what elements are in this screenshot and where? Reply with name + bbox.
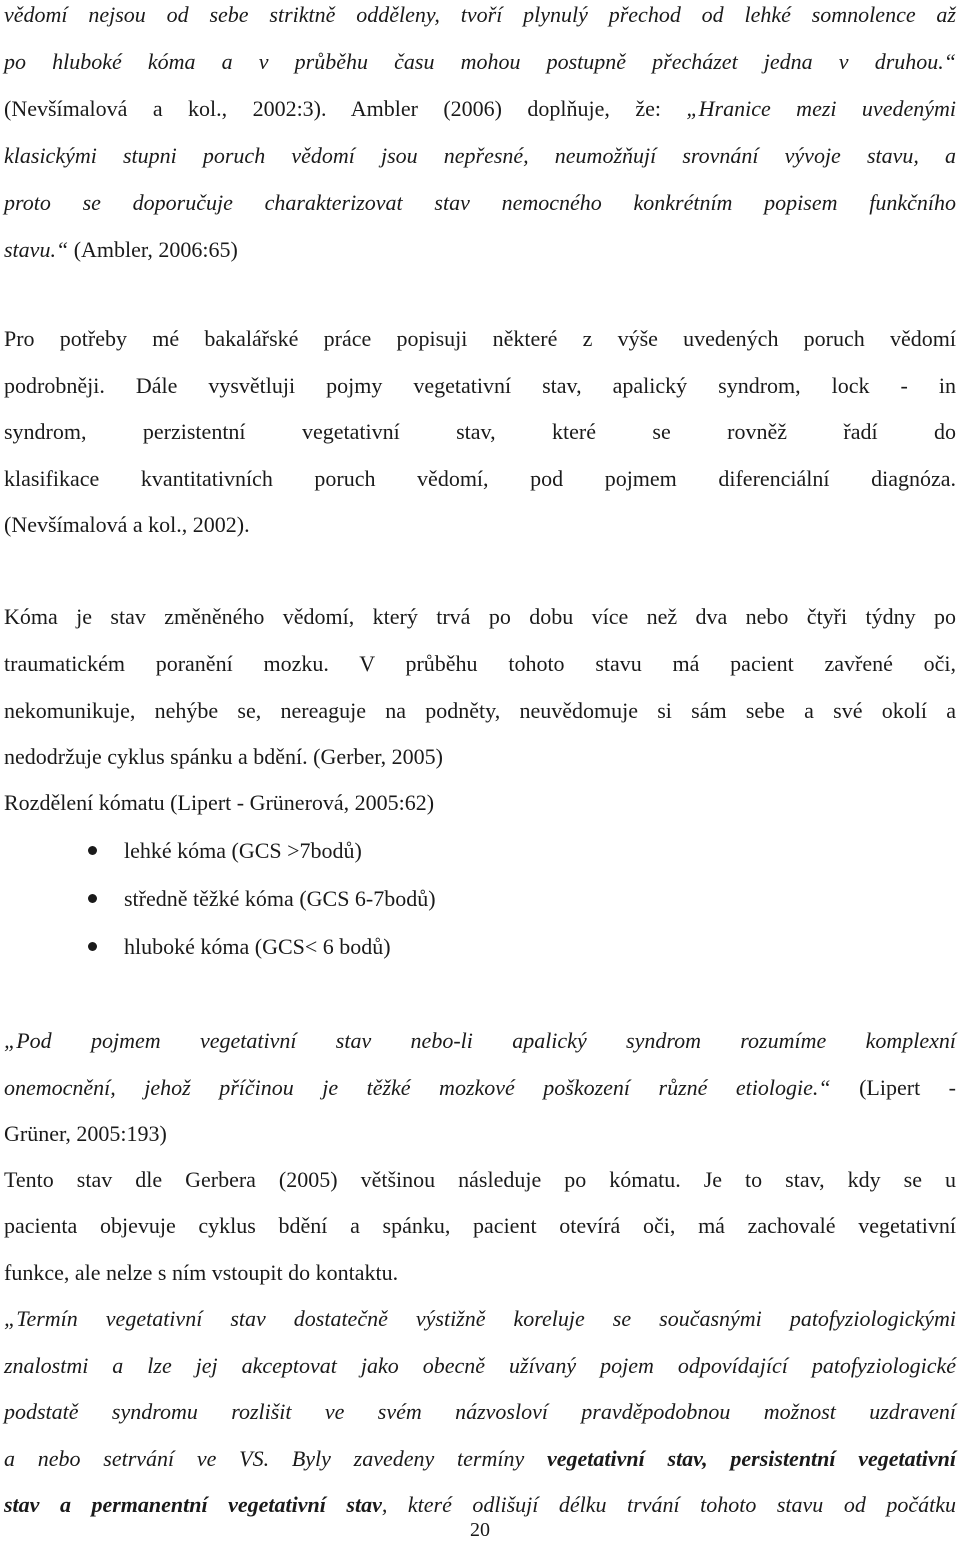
term-span: vegetativní stav, persistentní vegetativní: [547, 1446, 957, 1471]
text-line: Pro potřeby mé bakalářské práce popisuji některé z výše uvedených poruch vědomí: [4, 326, 956, 351]
text-span: a nebo setrvání ve VS. Byly zavedeny termíny: [4, 1446, 548, 1471]
text-line: Grüner, 2005:193): [4, 1121, 167, 1146]
text-line: [4, 236, 956, 264]
citation-span: (Ambler, 2006:65): [68, 237, 238, 262]
text-line: pacienta objevuje cyklus bdění a spánku, pacient otevírá oči, má zachovalé vegetativní: [4, 1213, 956, 1238]
text-line: funkce, ale nelze s ním vstoupit do kontaktu.: [4, 1260, 399, 1285]
text-line: proto se doporučuje charakterizovat stav nemocného konkrétním popisem funkčního: [4, 190, 956, 215]
text-line: Tento stav dle Gerbera (2005) většinou následuje po kómatu. Je to stav, kdy se u: [4, 1167, 956, 1192]
text-line: znalostmi a lze jej akceptovat jako obecně užívaný pojem odpovídající patofyziologické: [4, 1353, 956, 1378]
text-line: vědomí nejsou od sebe striktně odděleny, tvoří plynulý přechod od lehké somnolence až: [4, 2, 956, 27]
text-line: „Termín vegetativní stav dostatečně výstižně koreluje se současnými patofyziologickými: [4, 1306, 956, 1331]
citation-span: (Lipert -: [830, 1075, 956, 1100]
text-line: [4, 1074, 956, 1102]
text-line: podrobněji. Dále vysvětluji pojmy vegetativní stav, apalický syndrom, lock - in: [4, 373, 956, 398]
text-line: nekomunikuje, nehýbe se, nereaguje na podněty, neuvědomuje si sám sebe a své okolí a: [4, 698, 956, 723]
bullet-icon: [88, 942, 97, 951]
text-line: Kóma je stav změněného vědomí, který trvá po dobu více než dva nebo čtyři týdny po: [4, 604, 956, 629]
quote-span: onemocnění, jehož příčinou je těžké mozkové poškození různé etiologie.“: [4, 1075, 831, 1100]
bullet-icon: [88, 846, 97, 855]
text-line: syndrom, perzistentní vegetativní stav, které se rovněž řadí do: [4, 419, 956, 444]
quote-span: stavu.“: [4, 237, 69, 262]
text-line: po hluboké kóma a v průběhu času mohou postupně přecházet jedna v druhou.“: [4, 49, 956, 74]
bullet-icon: [88, 894, 97, 903]
text-line: klasickými stupni poruch vědomí jsou nepřesné, neumožňují srovnání vývoje stavu, a: [4, 143, 956, 168]
text-line: klasifikace kvantitativních poruch vědomí, pod pojmem diferenciální diagnóza.: [4, 466, 956, 491]
list-item: hluboké kóma (GCS< 6 bodů): [124, 934, 391, 959]
text-span: , které odlišují délku trvání tohoto stavu od počátku: [381, 1492, 956, 1517]
text-line: [4, 1445, 956, 1473]
text-line: „Pod pojmem vegetativní stav nebo-li apalický syndrom rozumíme komplexní: [4, 1028, 956, 1053]
text-line: nedodržuje cyklus spánku a bdění. (Gerber, 2005): [4, 744, 443, 769]
list-item: středně těžké kóma (GCS 6-7bodů): [124, 886, 436, 911]
text-line: [4, 95, 956, 123]
quote-span: „Hranice mezi uvedenými: [686, 96, 956, 121]
text-line: podstatě syndromu rozlišit ve svém názvosloví pravděpodobnou možnost uzdravení: [4, 1399, 956, 1424]
text-line: (Nevšímalová a kol., 2002).: [4, 512, 250, 537]
list-item: lehké kóma (GCS >7bodů): [124, 838, 362, 863]
text-span: (Nevšímalová a kol., 2002:3). Ambler (2006) doplňuje, že:: [4, 96, 687, 121]
text-line: Rozdělení kómatu (Lipert - Grünerová, 2005:62): [4, 790, 435, 815]
term-span: stav a permanentní vegetativní stav: [4, 1492, 382, 1517]
text-line: [4, 1491, 956, 1519]
text-line: traumatickém poranění mozku. V průběhu tohoto stavu má pacient zavřené oči,: [4, 651, 956, 676]
page-number: 20: [470, 1519, 490, 1541]
